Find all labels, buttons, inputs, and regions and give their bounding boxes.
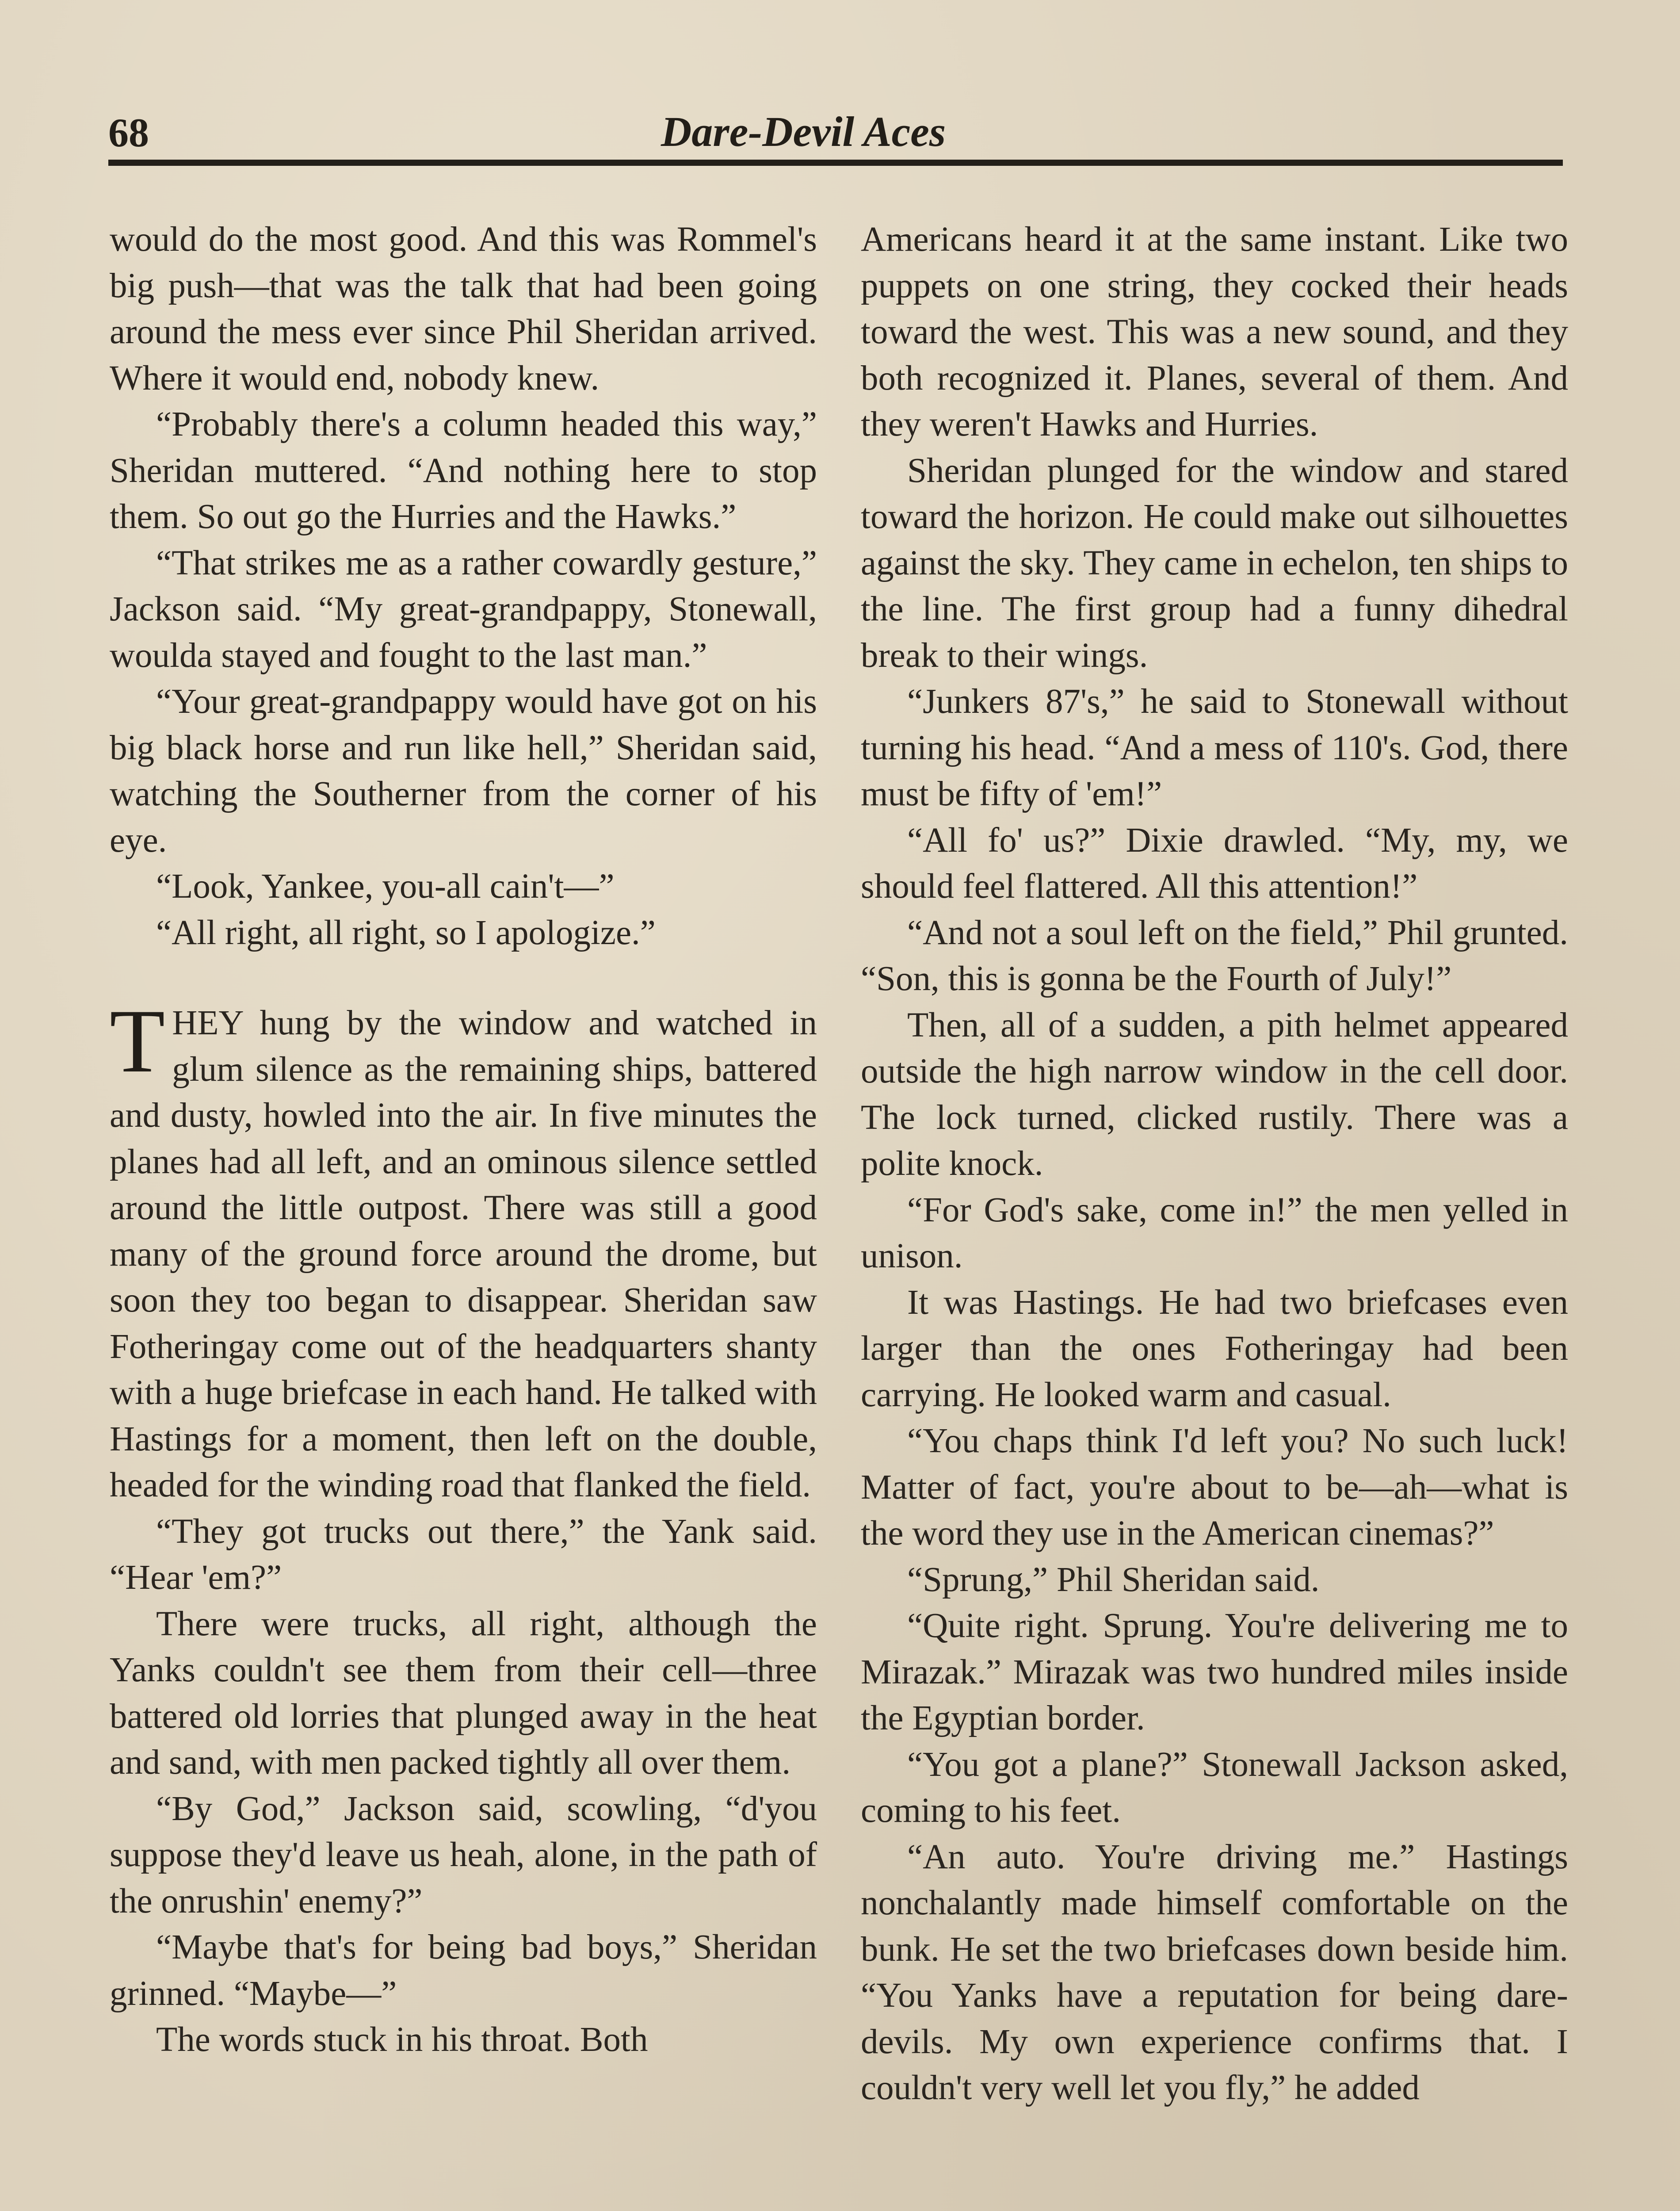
paragraph: It was Hastings. He had two briefcases even larger than the ones Fotheringay had been carrying. He looked warm and casual. [861, 1283, 1568, 1414]
running-title: Dare-Devil Aces [661, 108, 946, 155]
paragraph: “By God,” Jackson said, scowling, “d'you suppose they'd leave us heah, alone, in the path of the onrushin' enemy?” [110, 1789, 817, 1920]
paragraph: “For God's sake, come in!” the men yelled in unison. [861, 1190, 1568, 1275]
paragraph: Sheridan plunged for the window and stared toward the horizon. He could make out silhouettes against the sky. They came in echelon, ten ships to the line. The first group had a funny dihedral break to their wings. [861, 451, 1568, 675]
paragraph: Americans heard it at the same instant. Like two puppets on one string, they cocked their heads toward the west. This was a new sound, and they both recognized it. Planes, several of them. And they weren't Hawks and Hurries. [861, 220, 1568, 444]
paragraph: “You chaps think I'd left you? No such luck! Matter of fact, you're about to be—ah—what is the word they use in the American cinemas?” [861, 1422, 1568, 1553]
paragraph: would do the most good. And this was Rommel's big push—that was the talk that had been going around the mess ever since Phil Sheridan arrived. Where it would end, nobody knew. [110, 220, 817, 398]
paragraph: “An auto. You're driving me.” Hastings nonchalantly made himself comfortable on the bunk. He set the two briefcases down beside him. “You Yanks have a reputation for being dare-devils. My own experience confirms that. I couldn't very well let you fly,” he added [861, 1837, 1568, 2107]
drop-cap: T [110, 991, 165, 1091]
paragraph: “Junkers 87's,” he said to Stonewall without turning his head. “And a mess of 110's. God, there must be fifty of 'em!” [861, 682, 1568, 813]
paragraph: “Maybe that's for being bad boys,” Sheridan grinned. “Maybe—” [110, 1928, 817, 2013]
paragraph: “Look, Yankee, you-all cain't—” [156, 867, 615, 906]
paragraph: “All fo' us?” Dixie drawled. “My, my, we should feel flattered. All this attention!” [861, 821, 1568, 906]
paragraph: “They got trucks out there,” the Yank said. “Hear 'em?” [110, 1512, 817, 1597]
paragraph: “Sprung,” Phil Sheridan said. [907, 1560, 1320, 1599]
right-column [861, 217, 1568, 2112]
paragraph: “You got a plane?” Stonewall Jackson asked, coming to his feet. [861, 1745, 1568, 1830]
left-column [110, 217, 817, 2063]
header-rule [108, 160, 1563, 166]
paragraph: “Quite right. Sprung. You're delivering me to Mirazak.” Mirazak was two hundred miles inside the Egyptian border. [861, 1607, 1568, 1737]
drop-cap-paragraph-text: HEY hung by the window and watched in glum silence as the remaining ships, battered and dusty, howled into the air. In five minutes the planes had all left, and an ominous silence settled around the little outpost. There was still a good many of the ground force around the drome, but soon they too began to disappear. Sheridan saw Fotheringay come out of the headquarters shanty with a huge briefcase in each hand. He talked with Hastings for a moment, then left on the double, headed for the winding road that flanked the field. [110, 1004, 817, 1504]
paragraph: “All right, all right, so I apologize.” [156, 913, 656, 952]
paragraph: “Your great-grandpappy would have got on his big black horse and run like hell,” Sheridan said, watching the Southerner from the corner of his eye. [110, 682, 817, 860]
paragraph: “That strikes me as a rather cowardly gesture,” Jackson said. “My great-grandpappy, Stonewall, woulda stayed and fought to the last man.” [110, 543, 817, 675]
page-header [108, 99, 1563, 166]
paragraph: “And not a soul left on the field,” Phil grunted. “Son, this is gonna be the Fourth of July!” [861, 913, 1568, 998]
paragraph: Then, all of a sudden, a pith helmet appeared outside the high narrow window in the cell door. The lock turned, clicked rustily. There was a polite knock. [861, 1006, 1568, 1183]
paragraph: The words stuck in his throat. Both [156, 2020, 648, 2059]
paragraph: “Probably there's a column headed this way,” Sheridan muttered. “And nothing here to stop them. So out go the Hurries and the Hawks.” [110, 405, 817, 536]
section-break [110, 956, 817, 1000]
page-number: 68 [108, 110, 149, 155]
drop-cap-paragraph [110, 991, 817, 1509]
paragraph: There were trucks, all right, although the Yanks couldn't see them from their cell—three battered old lorries that plunged away in the heat and sand, with men packed tightly all over them. [110, 1604, 817, 1782]
